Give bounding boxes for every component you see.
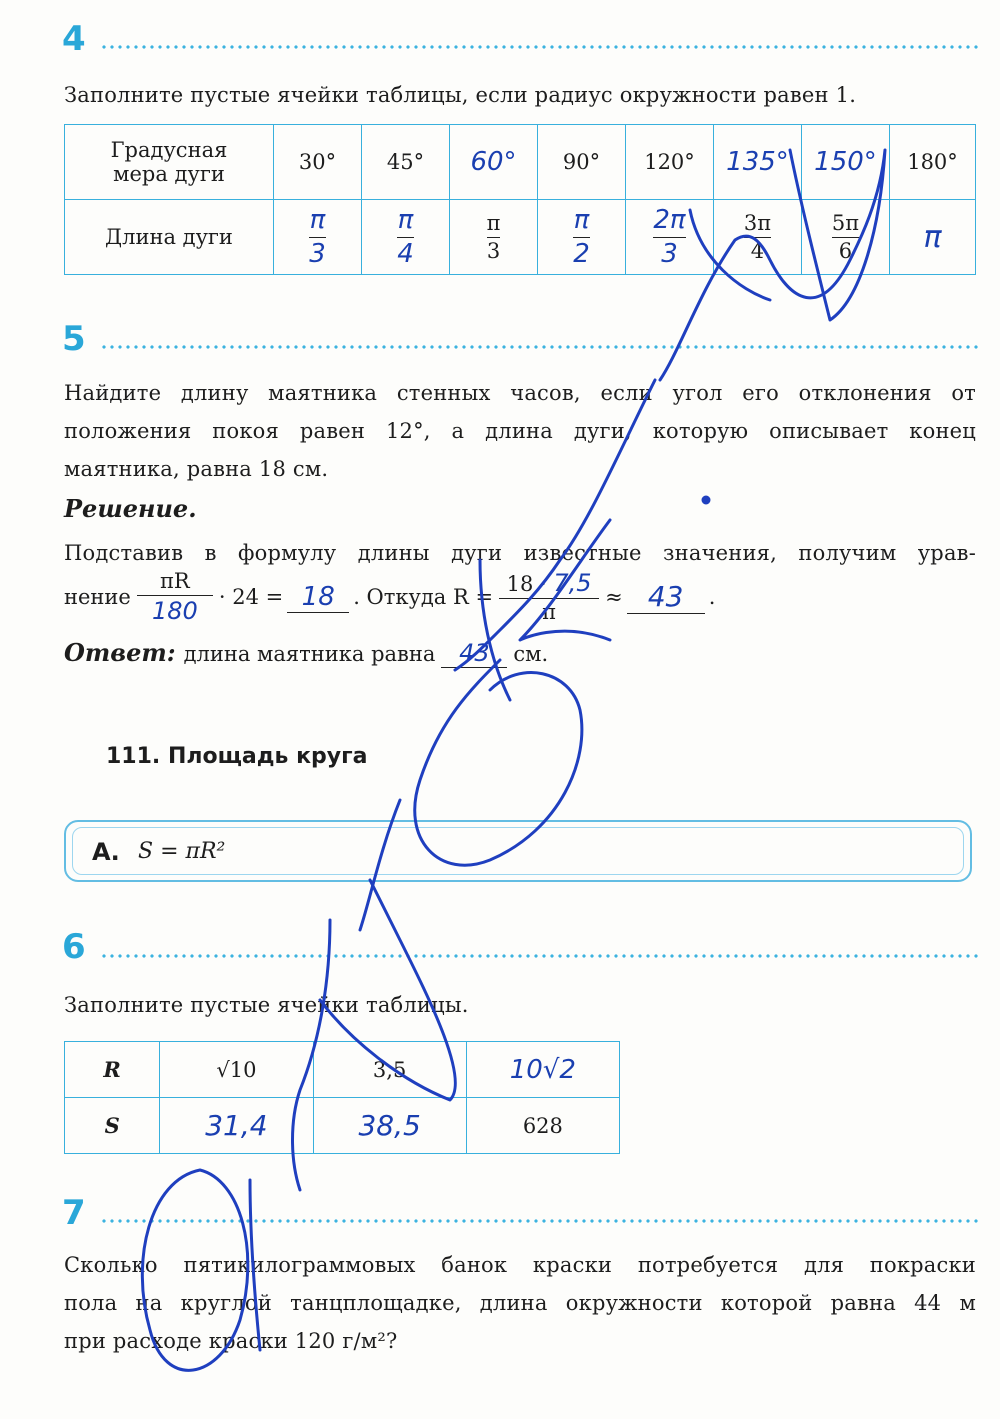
task-5-line3: маятника, равна 18 см.: [64, 457, 329, 481]
eq-frac2-blank-handwritten[interactable]: 7,5: [553, 569, 592, 597]
arc-length-table: [64, 124, 976, 275]
answer-unit: см.: [513, 642, 549, 666]
length-cell-handwritten[interactable]: π: [890, 200, 976, 275]
scribble-dot: [703, 497, 709, 503]
degree-cell: 120°: [626, 125, 714, 200]
degree-cell-handwritten[interactable]: 60°: [450, 125, 538, 200]
eq-blank-1[interactable]: 18: [287, 582, 349, 613]
eq-prefix: нение: [64, 585, 131, 610]
degree-cell: 180°: [890, 125, 976, 200]
task-5-number: 5: [62, 319, 86, 359]
task-7-line2: пола на круглой танцплощадке, длина окружности которой равна 44 м: [64, 1291, 976, 1315]
answer-value[interactable]: 43: [441, 639, 507, 668]
solution-heading: Решение.: [64, 494, 197, 523]
length-cell-handwritten[interactable]: $\frac{\pi}{4}$: [362, 200, 450, 275]
s-label: S: [65, 1098, 160, 1154]
length-cell: $\frac{5\pi}{6}$: [802, 200, 890, 275]
circle-area-table: [64, 1041, 620, 1154]
task-5-line1: Найдите длину маятника стенных часов, если угол его отклонения от: [64, 381, 976, 405]
length-cell-handwritten[interactable]: $\frac{\pi}{3}$: [274, 200, 362, 275]
eq-fraction-2: [499, 570, 599, 624]
answer-text: длина маятника равна: [183, 642, 436, 666]
task-4-text: Заполните пустые ячейки таблицы, если радиус окружности равен 1.: [64, 83, 857, 107]
r-cell-handwritten[interactable]: 10√2: [466, 1042, 619, 1098]
task-7-divider: [100, 1218, 978, 1224]
task-4-divider: [100, 44, 978, 50]
length-cell-handwritten[interactable]: $\frac{2\pi}{3}$: [626, 200, 714, 275]
eq-times: · 24 =: [218, 585, 284, 610]
task-6-text: Заполните пустые ячейки таблицы.: [64, 993, 469, 1017]
eq-approx: ≈: [605, 585, 623, 610]
formula-label: А.: [92, 838, 120, 866]
s-cell-handwritten[interactable]: 31,4: [160, 1098, 313, 1154]
task-7-line1: Сколько пятикилограммовых банок краски потребуется для покраски: [64, 1253, 976, 1277]
length-cell-handwritten[interactable]: $\frac{\pi}{2}$: [538, 200, 626, 275]
s-cell-handwritten[interactable]: 38,5: [313, 1098, 466, 1154]
r-cell: 3,5: [313, 1042, 466, 1098]
degree-label-line1: Градусная: [110, 138, 228, 162]
eq-frac2-num-a: 18 ·: [506, 572, 547, 596]
eq-frac2-den: π: [542, 600, 556, 625]
degree-cell: 90°: [538, 125, 626, 200]
eq-period: .: [708, 585, 716, 610]
task-7-line3: при расходе краски 120 г/м²?: [64, 1329, 398, 1353]
r-cell: √10: [160, 1042, 313, 1098]
solution-line1: Подставив в формулу длины дуги известные значения, получим урав-: [64, 541, 976, 565]
task-6-number: 6: [62, 927, 86, 967]
degree-cell-handwritten[interactable]: 150°: [802, 125, 890, 200]
formula-text: S = πR²: [138, 839, 226, 864]
eq-blank-2[interactable]: 43: [627, 580, 705, 614]
task-5-divider: [100, 344, 978, 350]
degree-label-line2: мера дуги: [113, 162, 225, 186]
degree-cell: 45°: [362, 125, 450, 200]
answer-heading: Ответ:: [64, 638, 176, 667]
section-title: 111. Площадь круга: [106, 744, 368, 769]
answer-line: [64, 638, 548, 668]
degree-cell-handwritten[interactable]: 135°: [714, 125, 802, 200]
eq-frac-den-handwritten[interactable]: 180: [151, 597, 198, 626]
task-5-line2: положения покоя равен 12°, а длина дуги, которую описывает конец: [64, 419, 976, 443]
equation-line: [64, 570, 715, 624]
length-cell: $\frac{\pi}{3}$: [450, 200, 538, 275]
eq-frac-num: πR: [160, 569, 190, 593]
s-cell: 628: [466, 1098, 619, 1154]
length-label: Длина дуги: [65, 200, 274, 275]
formula-box: [64, 820, 972, 882]
task-4-number: 4: [62, 19, 86, 59]
degree-cell: 30°: [274, 125, 362, 200]
r-label: R: [65, 1042, 160, 1098]
task-6-divider: [100, 953, 978, 959]
task-7-number: 7: [62, 1193, 86, 1233]
eq-from: . Откуда R =: [353, 585, 494, 610]
eq-fraction: [137, 570, 213, 624]
degree-label: [65, 125, 274, 200]
length-cell: $\frac{3\pi}{4}$: [714, 200, 802, 275]
